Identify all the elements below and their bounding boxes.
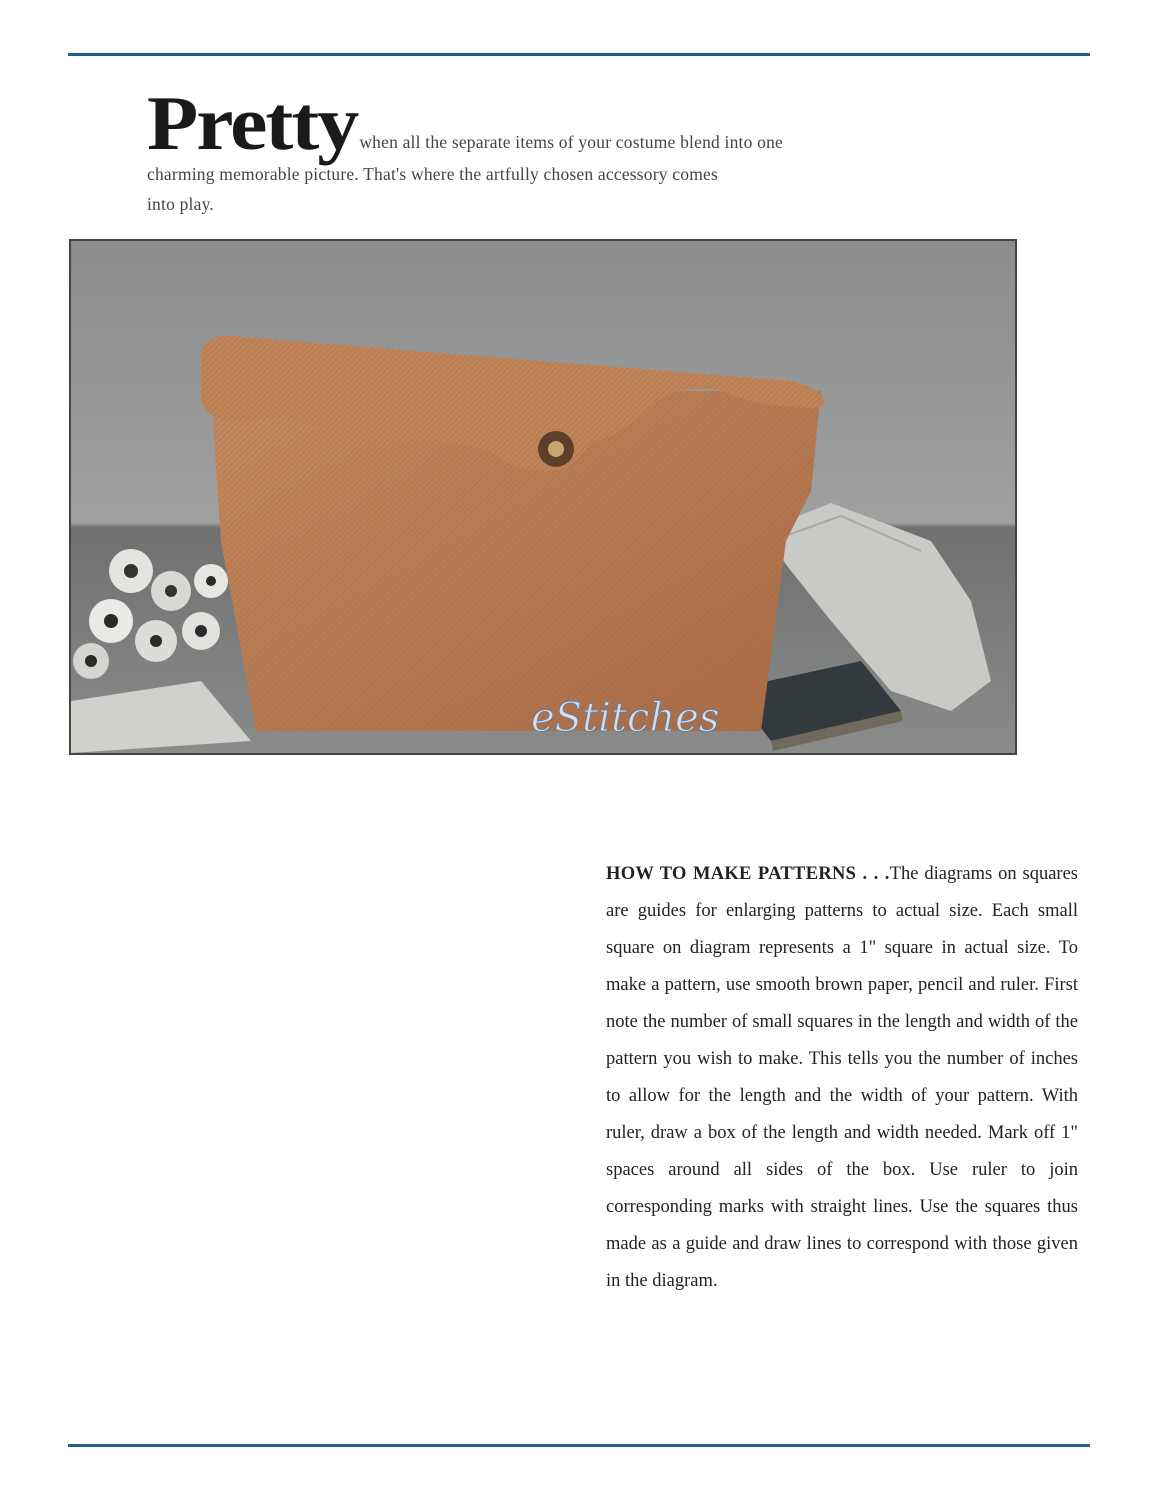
intro-paragraph — [147, 82, 837, 220]
how-to-heading: HOW TO MAKE PATTERNS . . . — [606, 864, 890, 884]
top-rule — [68, 53, 1090, 56]
how-to-body: The diagrams on squares are guides for enlarging patterns to actual size. Each small square on diagram represents a 1" square in actual size. To make a pattern, use smooth brown paper, pencil and ruler. First note the number of small squares in the length and width of the pattern you wish to make. This tells you the number of inches to allow for the length and the width of your pattern. With ruler, draw a box of the length and width needed. Mark off 1" spaces around all sides of the box. Use ruler to join corresponding marks with straight lines. Use the squares thus made as a guide and draw lines to correspond with those given in the diagram. — [606, 864, 1078, 1291]
bottom-rule — [68, 1444, 1090, 1447]
clutch-purse-photo — [69, 239, 1017, 755]
intro-line-3: into play. — [147, 194, 214, 214]
intro-line-2: charming memorable picture. That's where the artfully chosen accessory comes — [147, 164, 719, 184]
watermark-text: eStitches — [531, 695, 720, 741]
purse-shape — [201, 336, 824, 731]
headword: Pretty — [147, 80, 358, 167]
how-to-paragraph — [606, 856, 1078, 1300]
intro-line-1: when all the separate items of your costume blend into one — [359, 132, 784, 152]
